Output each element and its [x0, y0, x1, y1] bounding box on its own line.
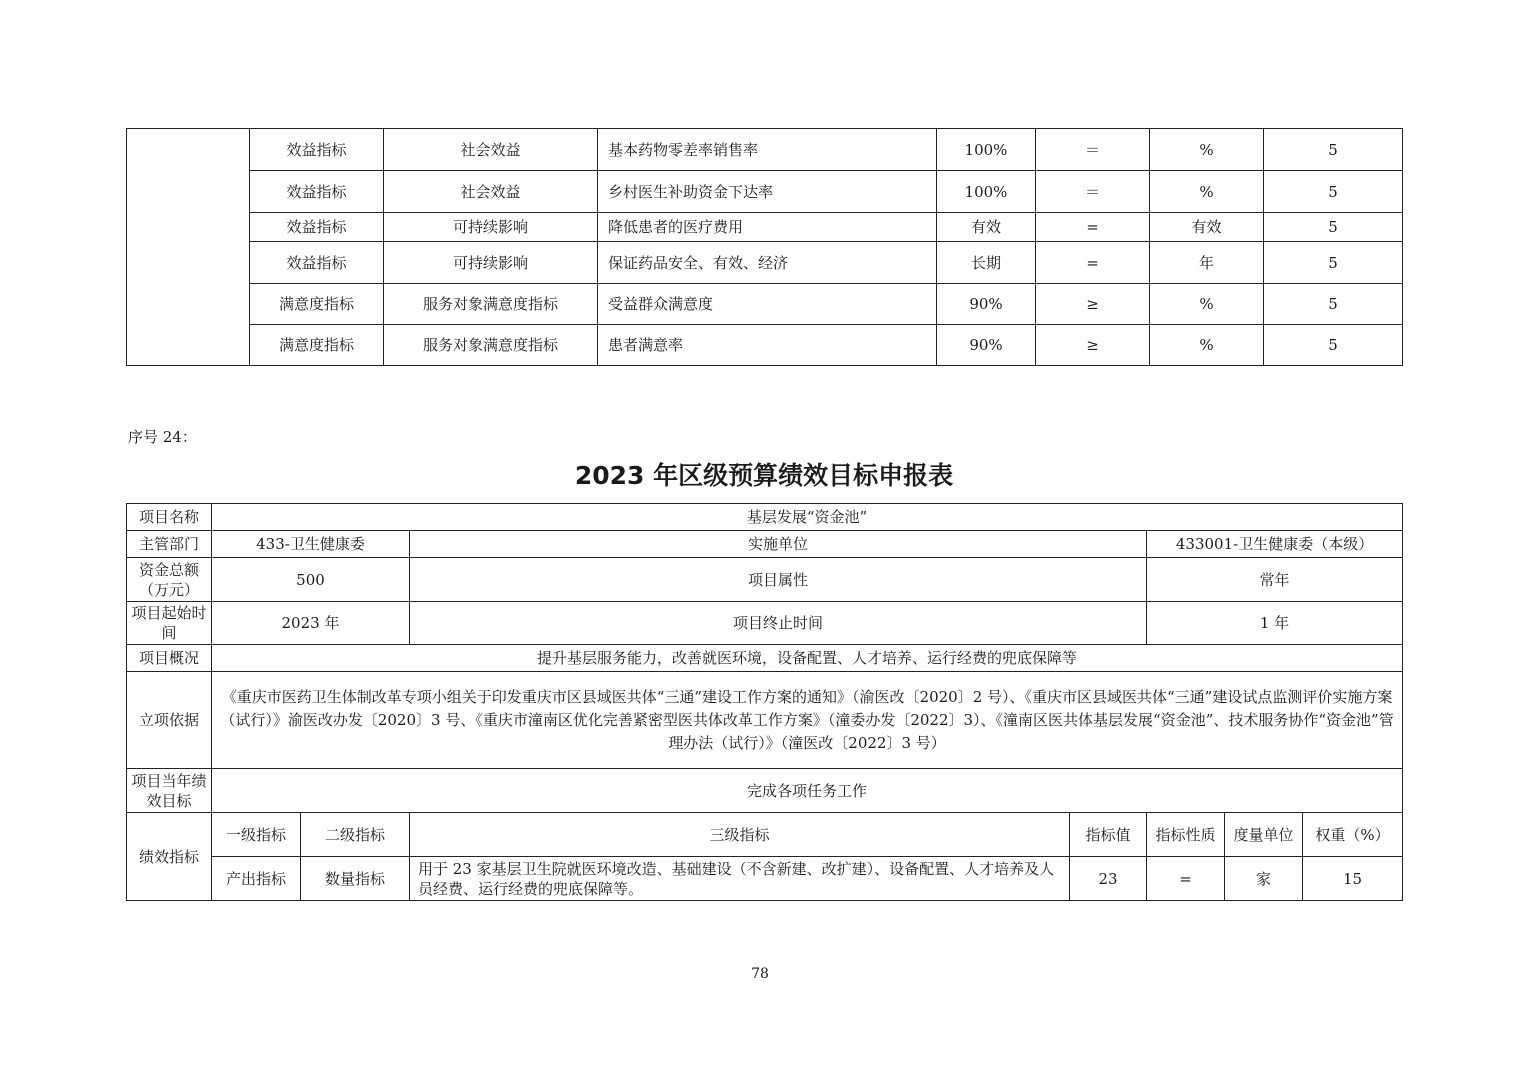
- sequence-label: 序号 24：: [128, 428, 197, 446]
- table-row: 效益指标 可持续影响 保证药品安全、有效、经济 长期 = 年 5: [127, 242, 1403, 284]
- table-row: 效益指标 社会效益 乡村医生补助资金下达率 100% ＝ % 5: [127, 171, 1403, 213]
- row-indicator-headers: 绩效指标 一级指标 二级指标 三级指标 指标值 指标性质 度量单位 权重（%）: [127, 813, 1403, 857]
- indicator-table-continued: [126, 128, 1403, 366]
- page-title: 2023 年区级预算绩效目标申报表: [574, 461, 954, 490]
- row-overview: 项目概况 提升基层服务能力，改善就医环境，设备配置、人才培养、运行经费的兜底保障等: [127, 645, 1403, 672]
- page-number: 78: [751, 966, 769, 982]
- table-row: 效益指标 可持续影响 降低患者的医疗费用 有效 = 有效 5: [127, 213, 1403, 242]
- row-time: 项目起始时间 2023 年 项目终止时间 1 年: [127, 602, 1403, 645]
- row-project-name: 项目名称 基层发展“资金池”: [127, 504, 1403, 531]
- row-fund: 资金总额（万元） 500 项目属性 常年: [127, 558, 1403, 602]
- row-basis: 立项依据 《重庆市医药卫生体制改革专项小组关于印发重庆市区县域医共体“三通”建设工作方案的通知》（渝医改〔2020〕2 号）、《重庆市区县域医共体“三通”建设试点监测评价实施方案（试行）》渝医改办发〔2020〕3 号、《重庆市潼南区优化完善紧密型医共体改革工作方案》（潼委办发〔2022〕3）、《潼南区医共体基层发展“资金池”、技术服务协作“资金池”管理办法（试行）》（潼医改〔2022〕3 号）: [127, 672, 1403, 769]
- row-dept: 主管部门 433-卫生健康委 实施单位 433001-卫生健康委（本级）: [127, 531, 1403, 558]
- row-indicator: 产出指标 数量指标 用于 23 家基层卫生院就医环境改造、基础建设（不含新建、改扩建）、设备配置、人才培养及人员经费、运行经费的兜底保障等。 23 = 家 15: [127, 857, 1403, 901]
- table-row: 满意度指标 服务对象满意度指标 受益群众满意度 90% ≥ % 5: [127, 284, 1403, 325]
- table-row: 满意度指标 服务对象满意度指标 患者满意率 90% ≥ % 5: [127, 325, 1403, 366]
- empty-cell: [127, 129, 250, 366]
- table-row: 效益指标 社会效益 基本药物零差率销售率 100% ＝ % 5: [127, 129, 1403, 171]
- row-goal: 项目当年绩效目标 完成各项任务工作: [127, 769, 1403, 813]
- budget-target-form: [126, 503, 1403, 901]
